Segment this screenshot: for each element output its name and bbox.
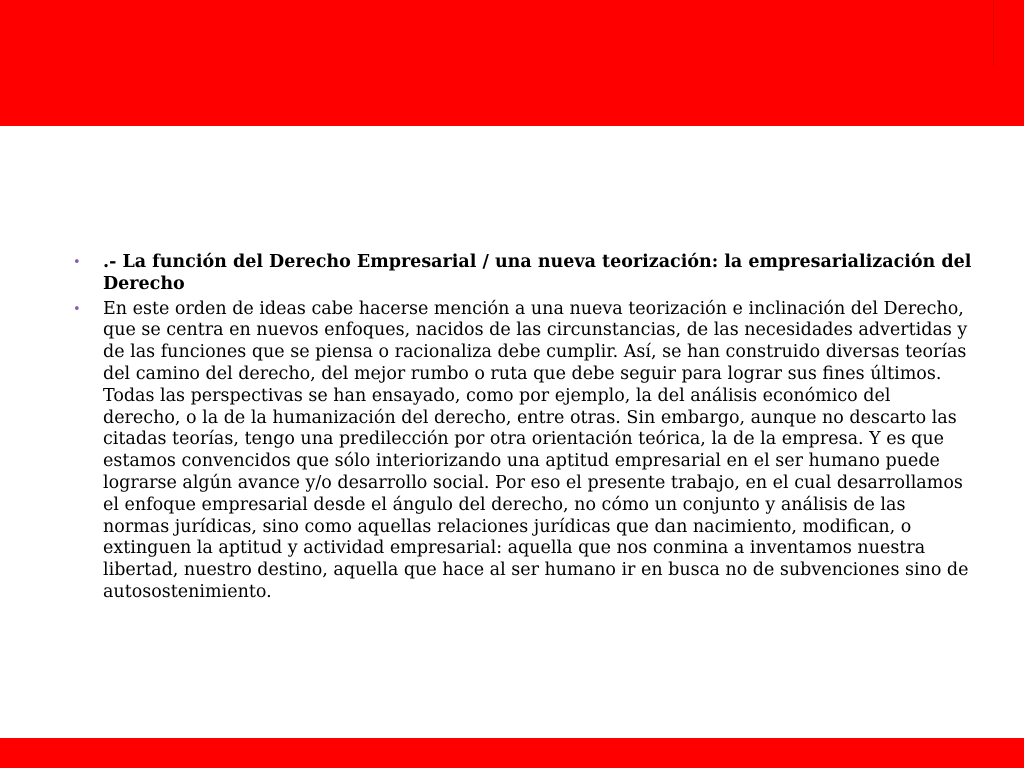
bullet-list (72, 252, 972, 604)
bullet-heading (72, 252, 972, 296)
bullet-marker: • (73, 255, 81, 270)
top-red-band (0, 0, 1024, 126)
slide-content (72, 252, 972, 607)
bullet-marker: • (73, 301, 81, 317)
bullet-body-text: En este orden de ideas cabe hacerse mención a una nueva teorización e inclinación del Derecho, que se centra en nuevos enfoques, nacidos de las circunstancias, de las necesidades advertidas y de las funciones que se piensa o racionaliza debe cumplir. Así, se han construido diversas teorías del camino del derecho, del mejor rumbo o ruta que debe seguir para lograr sus fines últimos. Todas las perspectivas se han ensayado, como por ejemplo, la del análisis económico del derecho, o la de la humanización del derecho, entre otras. Sin embargo, aunque no descarto las citadas teorías, tengo una predilección por otra orientación teórica, la de la empresa. Y es que estamos convencidos que sólo interiorizando una aptitud empresarial en el ser humano puede lograrse algún avance y/o desarrollo social. Por eso el presente trabajo, en el cual desarrollamos el enfoque empresarial desde el ángulo del derecho, no cómo un conjunto y análisis de las normas jurídicas, sino como aquellas relaciones jurídicas que dan nacimiento, modifican, o extinguen la aptitud y actividad empresarial: aquella que nos conmina a inventamos nuestra libertad, nuestro destino, aquella que hace al ser humano ir en busca no de subvenciones sino de autosostenimiento. (103, 298, 969, 602)
bullet-heading-text: .- La función del Derecho Empresarial / una nueva teorización: la empresarialización del Derecho (103, 252, 972, 294)
bottom-red-band (0, 738, 1024, 768)
bullet-body (72, 299, 972, 604)
top-band-divider (993, 0, 994, 66)
